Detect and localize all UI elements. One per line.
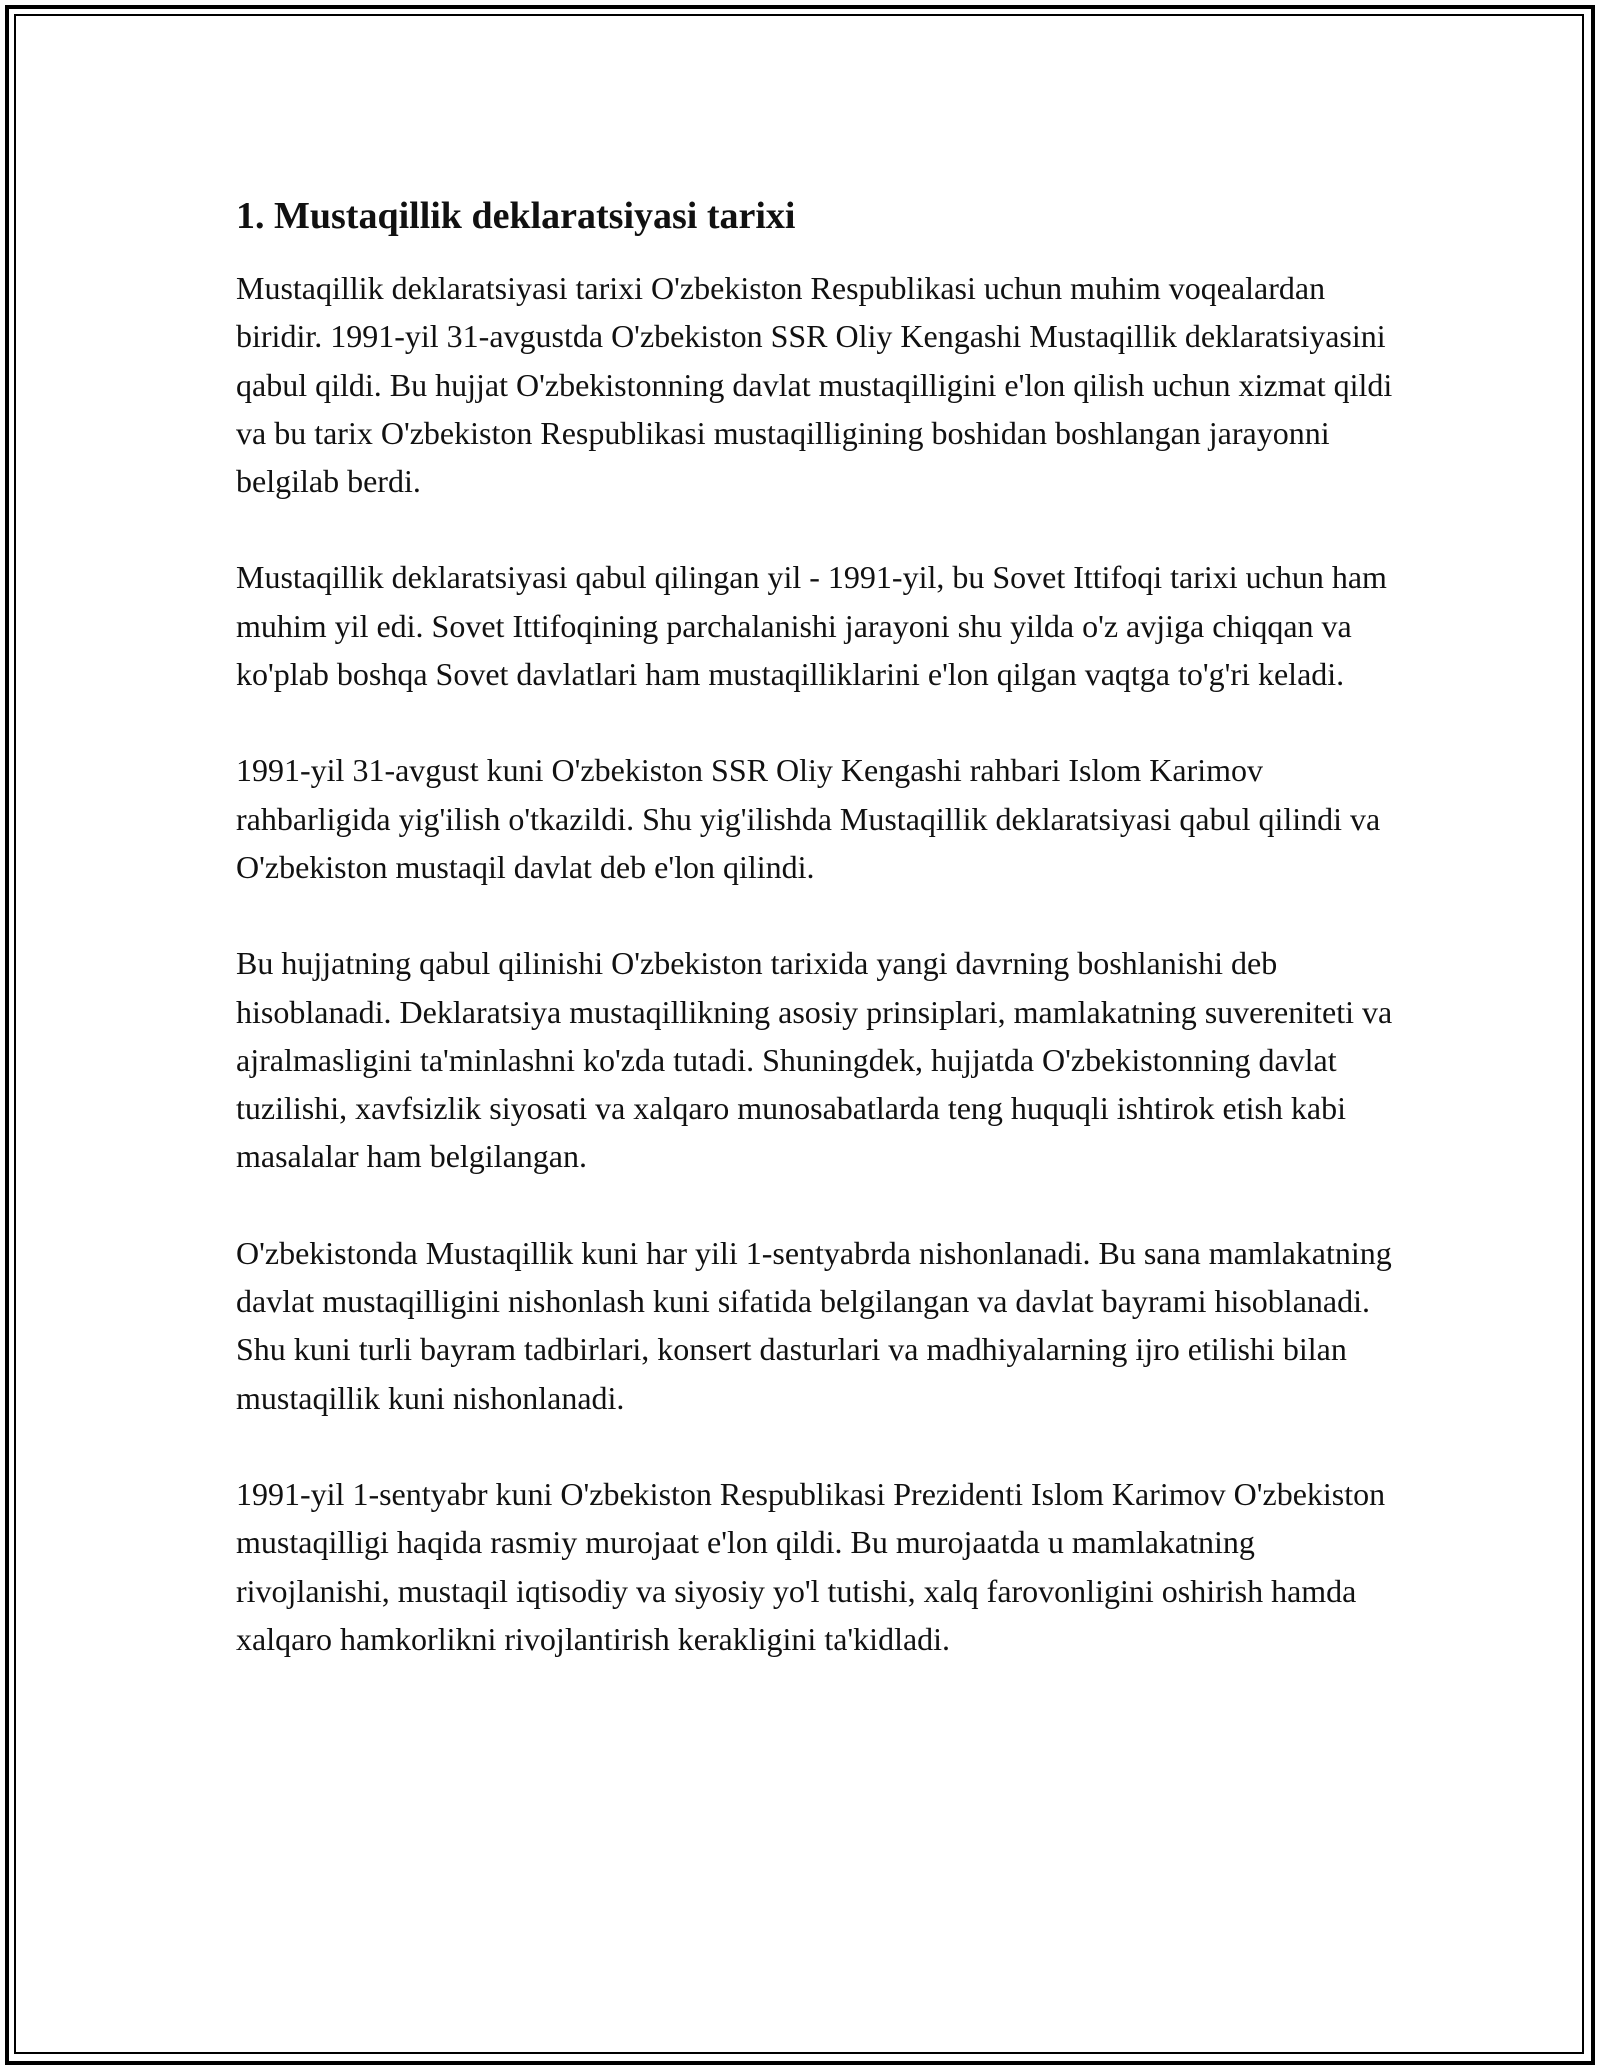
paragraph-4: Bu hujjatning qabul qilinishi O'zbekiston tarixida yangi davrning boshlanishi deb hisoblanadi. Deklaratsiya mustaqillikning asosiy prinsiplari, mamlakatning suvereniteti va ajralmasligini ta'minlashni ko'zda tutadi. Shuningdek, hujjatda O'zbekistonning davlat tuzilishi, xavfsizlik siyosati va xalqaro munosabatlarda teng huquqli ishtirok etish kabi masalalar ham belgilangan. (236, 945, 1393, 1175)
paragraph-3: 1991-yil 31-avgust kuni O'zbekiston SSR Oliy Kengashi rahbari Islom Karimov rahbarligida yig'ilish o'tkazildi. Shu yig'ilishda Mustaqillik deklaratsiyasi qabul qilindi va O'zbekiston mustaqil davlat deb e'lon qilindi. (236, 752, 1381, 885)
section-heading: 1. Mustaqillik deklaratsiyasi tarixi (236, 195, 796, 237)
paragraph-6: 1991-yil 1-sentyabr kuni O'zbekiston Respublikasi Prezidenti Islom Karimov O'zbekiston mustaqilligi haqida rasmiy murojaat e'lon qildi. Bu murojaatda u mamlakatning rivojlanishi, mustaqil iqtisodiy va siyosiy yo'l tutishi, xalq farovonligini oshirish hamda xalqaro hamkorlikni rivojlantirish kerakligini ta'kidladi. (236, 1475, 1386, 1657)
paragraph-1: Mustaqillik deklaratsiyasi tarixi O'zbekiston Respublikasi uchun muhim voqealardan biridir. 1991-yil 31-avgustda O'zbekiston SSR Oliy Kengashi Mustaqillik deklaratsiyasini qabul qildi. Bu hujjat O'zbekistonning davlat mustaqilligini e'lon qilish uchun xizmat qildi va bu tarix O'zbekiston Respublikasi mustaqilligining boshidan boshlangan jarayonni belgilab berdi. (236, 270, 1393, 500)
document-body (236, 186, 1396, 1663)
paragraph-2: Mustaqillik deklaratsiyasi qabul qilingan yil - 1991-yil, bu Sovet Ittifoqi tarixi uchun ham muhim yil edi. Sovet Ittifoqining parchalanishi jarayoni shu yilda o'z avjiga chiqqan va ko'plab boshqa Sovet davlatlari ham mustaqilliklarini e'lon qilgan vaqtga to'g'ri keladi. (236, 559, 1387, 693)
paragraph-5: O'zbekistonda Mustaqillik kuni har yili 1-sentyabrda nishonlanadi. Bu sana mamlakatning davlat mustaqilligini nishonlash kuni sifatida belgilangan va davlat bayrami hisoblanadi. Shu kuni turli bayram tadbirlari, konsert dasturlari va madhiyalarning ijro etilishi bilan mustaqillik kuni nishonlanadi. (236, 1234, 1392, 1416)
